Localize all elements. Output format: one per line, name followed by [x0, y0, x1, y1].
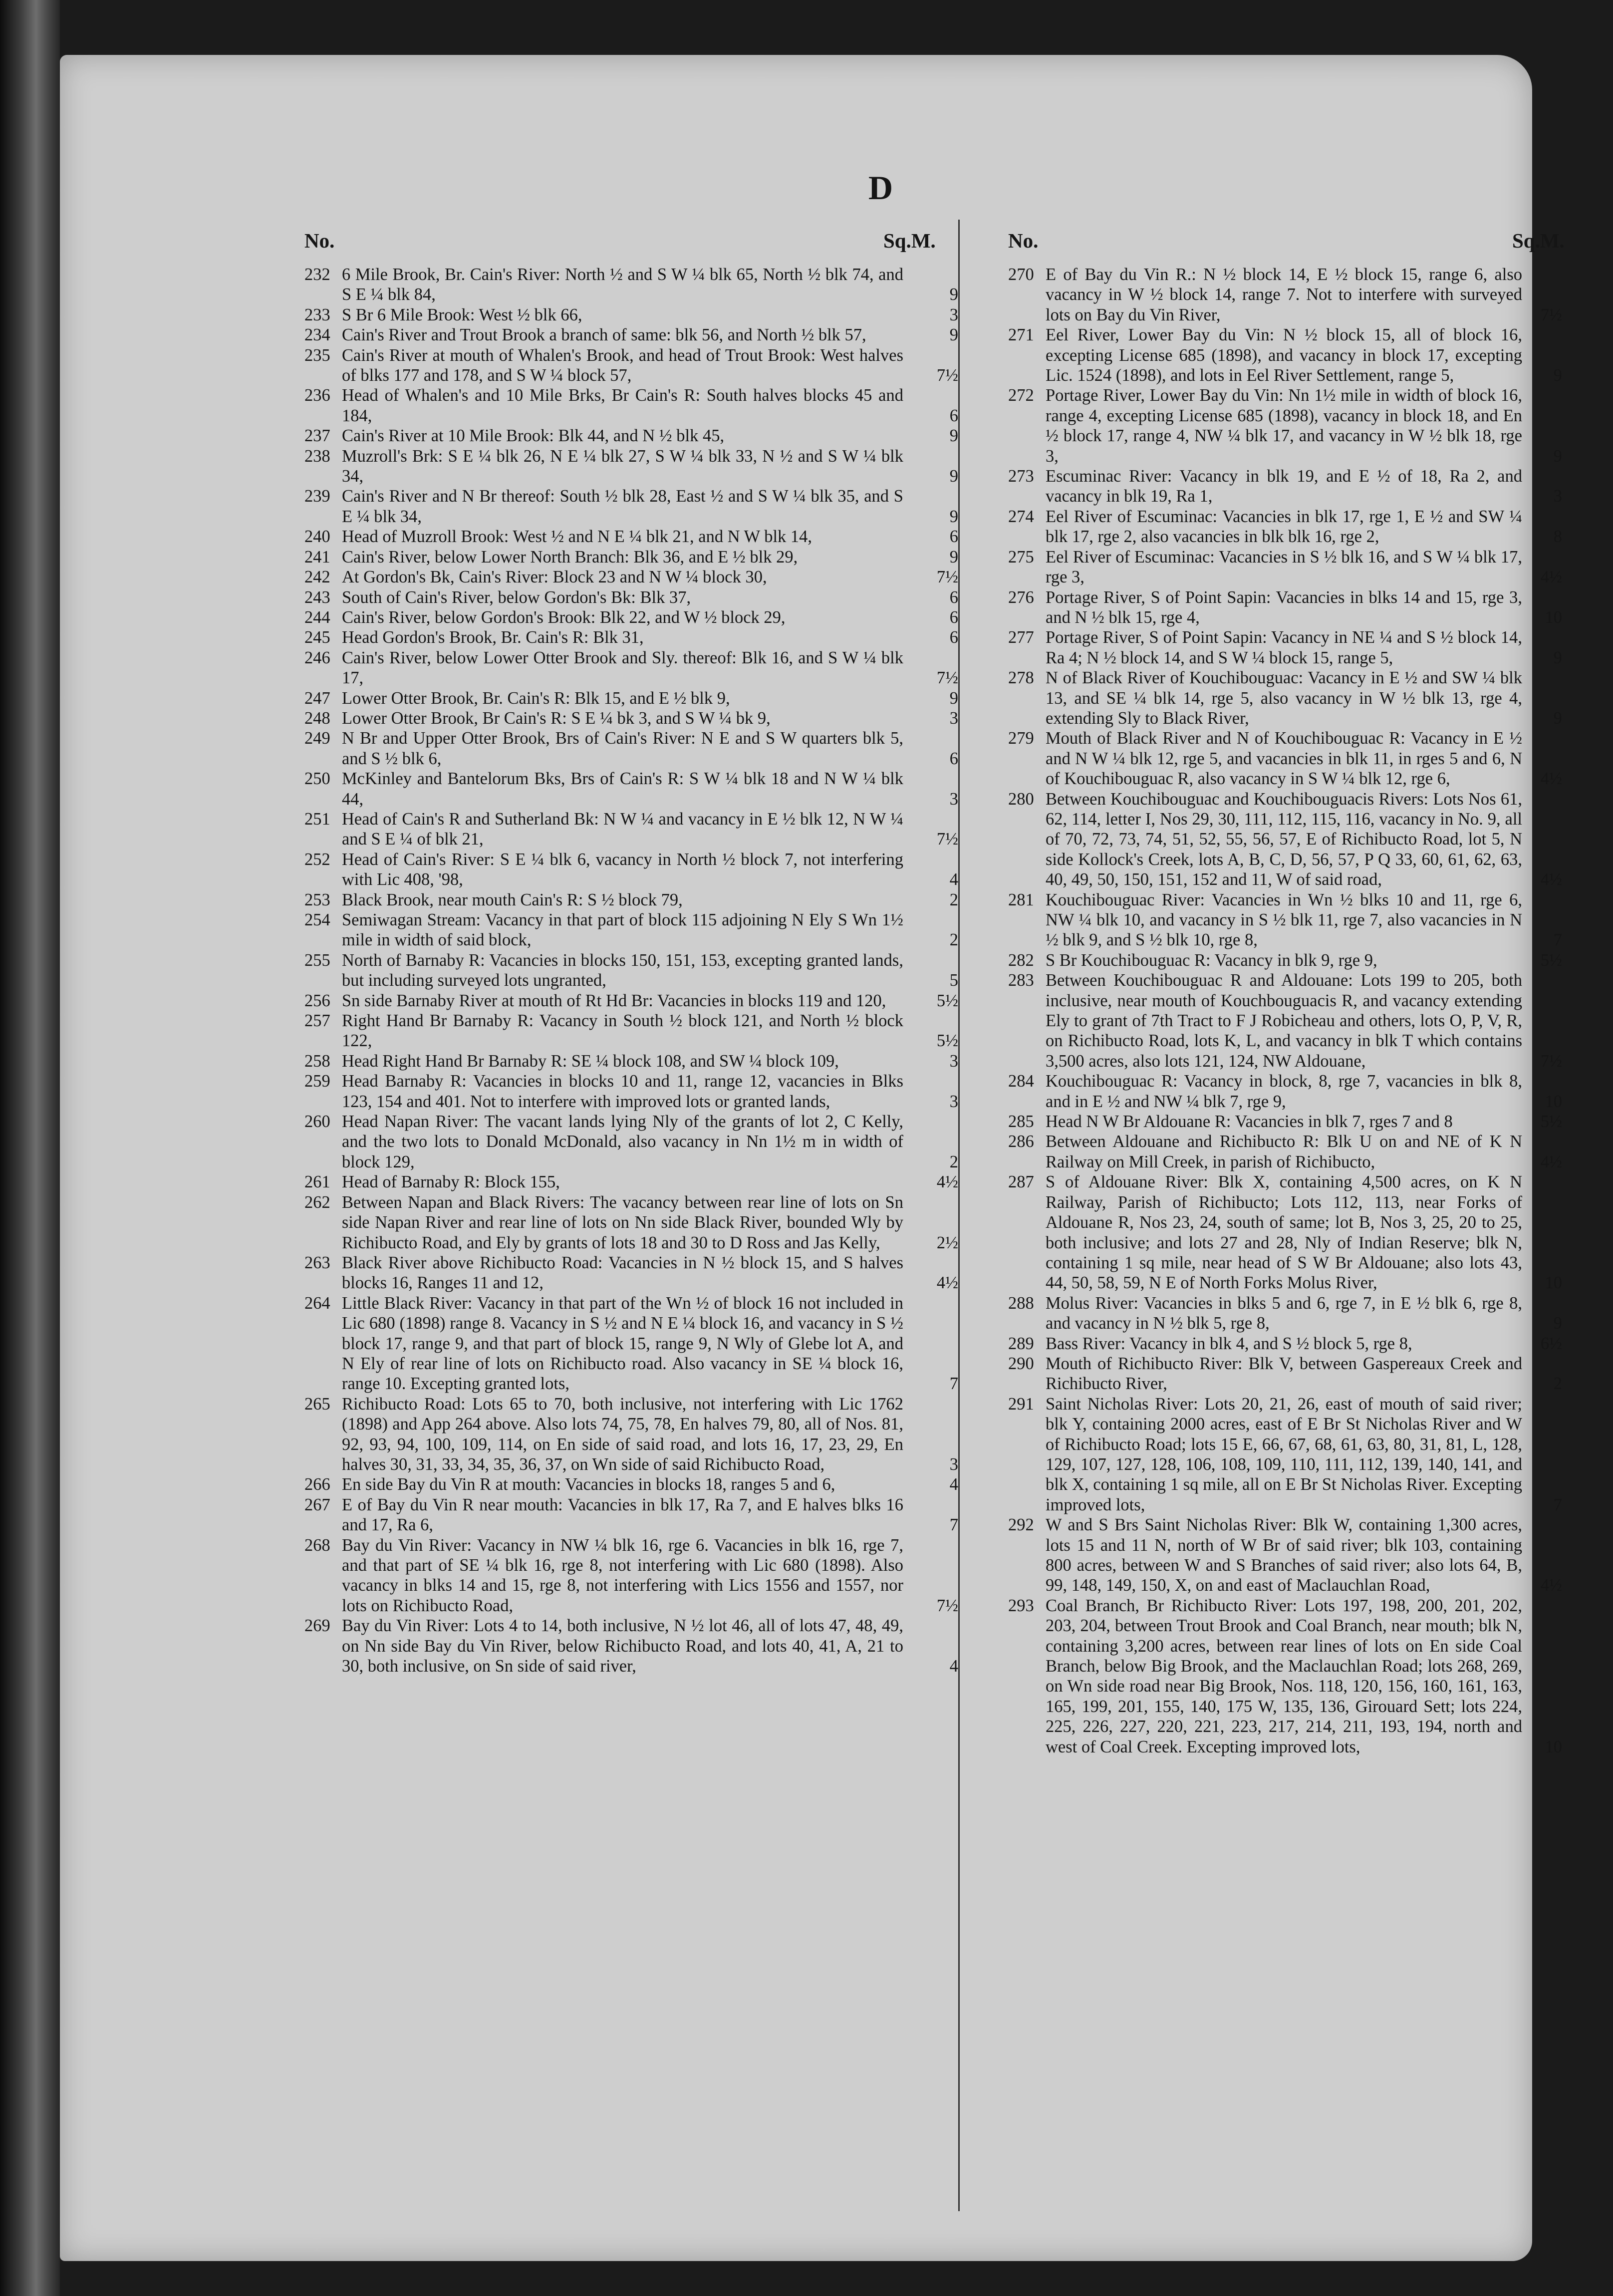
entry-number: 236	[304, 386, 330, 405]
entry-area: 2	[949, 890, 958, 909]
entry-area: 9	[1553, 708, 1562, 728]
list-item	[304, 1172, 958, 1192]
entry-number: 264	[304, 1293, 330, 1313]
entry-area: 5½	[936, 991, 958, 1010]
entry-area: 8	[1553, 527, 1562, 547]
entry-number: 268	[304, 1535, 330, 1555]
list-item	[1008, 1172, 1562, 1293]
list-item	[1008, 1071, 1562, 1112]
entry-number: 279	[1008, 729, 1034, 748]
column-header-no: No.	[1008, 229, 1039, 252]
entry-description: Head N W Br Aldouane R: Vacancies in blk 7, rges 7 and 8	[1046, 1112, 1453, 1132]
entry-number: 258	[304, 1051, 330, 1071]
entry-number: 269	[304, 1616, 330, 1636]
list-item	[1008, 1515, 1562, 1596]
list-item	[1008, 1596, 1562, 1757]
entry-description: Portage River, Lower Bay du Vin: Nn 1½ mile in width of block 16, range 4, excepting License 685 (1898), vacancy in block 18, and En ½ block 17, range 4, NW ¼ blk 17, and vacancy in W ½ blk 18, rge 3,	[1046, 386, 1522, 466]
entry-description: Lower Otter Brook, Br Cain's R: S E ¼ bk 3, and S W ¼ bk 9,	[342, 708, 771, 728]
entry-number: 276	[1008, 587, 1034, 607]
list-item	[304, 547, 958, 567]
list-item	[304, 809, 958, 850]
entry-number: 290	[1008, 1354, 1034, 1373]
entry-description: Cain's River, below Lower Otter Brook and Sly. thereof: Blk 16, and S W ¼ blk 17,	[342, 648, 903, 688]
entry-description: South of Cain's River, below Gordon's Bk: Blk 37,	[342, 587, 691, 607]
entry-number: 285	[1008, 1112, 1034, 1132]
entry-area: 6	[949, 527, 958, 547]
entry-description: S Br 6 Mile Brook: West ½ blk 66,	[342, 305, 582, 324]
entry-number: 235	[304, 345, 330, 365]
entry-description: Head of Cain's R and Sutherland Bk: N W ¼ and vacancy in E ½ blk 12, N W ¼ and S E ¼ of blk 21,	[342, 809, 903, 849]
list-item	[304, 1474, 958, 1494]
left-column	[304, 215, 958, 1676]
entry-number: 270	[1008, 265, 1034, 284]
entry-area: 3	[1553, 487, 1562, 506]
list-item	[304, 1535, 958, 1616]
entry-description: W and S Brs Saint Nicholas River: Blk W, containing 1,300 acres, lots 15 and 11 N, north of W Br of said river; blk 103, containing 800 acres, between W and S Branches of said river; also lots 64, B, 99, 148, 149, 150, X, on and east of Maclauchlan Road,	[1046, 1515, 1522, 1595]
entry-area: 2	[1553, 1374, 1562, 1394]
entry-description: Cain's River and N Br thereof: South ½ blk 28, East ½ and S W ¼ blk 35, and S E ¼ blk 34,	[342, 487, 903, 526]
entry-number: 232	[304, 265, 330, 284]
entry-description: Cain's River, below Lower North Branch: Blk 36, and E ½ blk 29,	[342, 547, 798, 567]
list-item	[304, 345, 958, 386]
list-item	[1008, 587, 1562, 628]
entry-area: 2	[949, 1152, 958, 1171]
entry-area: 4	[949, 870, 958, 889]
entry-description: S of Aldouane River: Blk X, containing 4,500 acres, on K N Railway, Parish of Richibucto; Lots 112, 113, near Forks of Aldouane R, Nos 23, 24, south of same; lot B, Nos 3, 25, 20 to 25, both inclusive; and lots 27 and 28, Nly of Indian Reserve; blk N, containing 1 sq mile, near head of S W Br Aldouane; also lots 43, 44, 50, 58, 59, N E of North Forks Molus River,	[1046, 1172, 1522, 1293]
entry-area: 5	[949, 971, 958, 990]
entry-number: 262	[304, 1192, 330, 1212]
entry-description: Head Gordon's Brook, Br. Cain's R: Blk 31,	[342, 628, 644, 647]
entry-number: 240	[304, 527, 330, 547]
entry-area: 4½	[936, 1273, 958, 1293]
entry-number: 281	[1008, 890, 1034, 909]
entry-number: 280	[1008, 789, 1034, 809]
entry-description: Black River above Richibucto Road: Vacancies in N ½ block 15, and S halves blocks 16, Ranges 11 and 12,	[342, 1253, 903, 1293]
entry-number: 267	[304, 1495, 330, 1514]
entry-description: Between Aldouane and Richibucto R: Blk U on and NE of K N Railway on Mill Creek, in parish of Richibucto,	[1046, 1132, 1522, 1171]
entry-number: 241	[304, 547, 330, 567]
entry-area: 2½	[936, 1233, 958, 1252]
list-item	[304, 910, 958, 950]
entry-number: 248	[304, 708, 330, 728]
entry-description: Little Black River: Vacancy in that part of the Wn ½ of block 16 not included in Lic 680 (1898) range 8. Vacancy in S ½ and N E ¼ block 16, and vacancy in S ½ block 17, range 9, and that part of block 15, range 9, N Wly of Glebe lot A, and N Ely of rear line of lots on Richibucto road. Also vacancy in SE ¼ block 16, range 10. Excepting granted lots,	[342, 1293, 903, 1394]
list-item	[304, 991, 958, 1011]
entry-area: 9	[949, 285, 958, 304]
entry-number: 253	[304, 890, 330, 909]
entry-area: 3	[949, 1454, 958, 1474]
entry-number: 292	[1008, 1515, 1034, 1535]
entry-area: 7½	[1540, 1051, 1562, 1071]
entry-area: 10	[1545, 1092, 1562, 1111]
list-item	[1008, 1293, 1562, 1334]
right-column-header	[1008, 215, 1565, 265]
entry-number: 291	[1008, 1394, 1034, 1414]
entry-description: Mouth of Richibucto River: Blk V, between Gaspereaux Creek and Richibucto River,	[1046, 1354, 1522, 1394]
entry-number: 266	[304, 1475, 330, 1494]
entry-area: 6	[949, 607, 958, 627]
entry-description: E of Bay du Vin R near mouth: Vacancies in blk 17, Ra 7, and E halves blks 16 and 17, Ra 6,	[342, 1495, 903, 1535]
entry-description: Molus River: Vacancies in blks 5 and 6, rge 7, in E ½ blk 6, rge 8, and vacancy in N ½ blk 5, rge 8,	[1046, 1293, 1522, 1333]
entry-description: Lower Otter Brook, Br. Cain's R: Blk 15, and E ½ blk 9,	[342, 688, 730, 708]
column-header-sqm: Sq.M.	[883, 229, 936, 252]
list-item	[1008, 890, 1562, 950]
list-item	[1008, 507, 1562, 547]
entry-description: Mouth of Black River and N of Kouchibouguac R: Vacancy in E ½ and N W ¼ blk 12, rge 5, and vacancies in blk 11, in rges 5 and 6, N of Kouchibouguac R, also vacancy in S W ¼ blk 12, rge 6,	[1046, 729, 1522, 789]
list-item	[304, 769, 958, 809]
entry-area: 6	[949, 406, 958, 425]
list-item	[304, 708, 958, 728]
entry-description: Sn side Barnaby River at mouth of Rt Hd Br: Vacancies in blocks 119 and 120,	[342, 991, 886, 1010]
entry-area: 7½	[936, 668, 958, 688]
entry-number: 260	[304, 1112, 330, 1132]
entry-description: Saint Nicholas River: Lots 20, 21, 26, east of mouth of said river; blk Y, containing 2000 acres, east of E Br St Nicholas River and W of Richibucto Road; lots 15 E, 66, 67, 68, 61, 63, 80, 31, 81, L, 128, 129, 107, 127, 128, 106, 108, 109, 110, 111, 112, 139, 140, 141, and blk X, containing 1 sq mile, all on E Br St Nicholas River. Excepting improved lots,	[1046, 1394, 1522, 1514]
list-item	[1008, 627, 1562, 668]
list-item	[304, 486, 958, 527]
entry-description: Eel River of Escuminac: Vacancies in S ½ blk 16, and S W ¼ blk 17, rge 3,	[1046, 547, 1522, 587]
entry-number: 277	[1008, 628, 1034, 647]
entry-number: 249	[304, 729, 330, 748]
list-item	[304, 728, 958, 769]
entry-description: N Br and Upper Otter Brook, Brs of Cain's River: N E and S W quarters blk 5, and S ½ blk 6,	[342, 729, 903, 768]
entry-number: 265	[304, 1394, 330, 1414]
entry-area: 6	[949, 587, 958, 607]
right-column	[1008, 215, 1565, 1757]
entry-area: 9	[949, 426, 958, 446]
entry-area: 7½	[936, 366, 958, 385]
entry-area: 9	[1553, 366, 1562, 385]
left-column-header	[304, 215, 958, 265]
entry-description: Head Napan River: The vacant lands lying Nly of the grants of lot 2, C Kelly, and the two lots to Donald McDonald, also vacancy in Nn 1½ m in width of block 129,	[342, 1112, 903, 1171]
entry-number: 252	[304, 850, 330, 869]
entry-description: Bay du Vin River: Lots 4 to 14, both inclusive, N ½ lot 46, all of lots 47, 48, 49, on Nn side Bay du Vin River, below Richibucto Road, and lots 40, 41, A, 21 to 30, both inclusive, on Sn side of said river,	[342, 1616, 903, 1676]
entry-number: 288	[1008, 1293, 1034, 1313]
entry-number: 246	[304, 648, 330, 667]
entry-description: Bass River: Vacancy in blk 4, and S ½ block 5, rge 8,	[1046, 1334, 1412, 1353]
list-item	[304, 890, 958, 910]
entry-number: 247	[304, 688, 330, 708]
entry-area: 4½	[1540, 568, 1562, 587]
entry-area: 4½	[1540, 769, 1562, 789]
entry-area: 5½	[936, 1031, 958, 1051]
entry-area: 10	[1545, 607, 1562, 627]
list-item	[1008, 789, 1562, 890]
entry-description: Between Kouchibouguac R and Aldouane: Lots 199 to 205, both inclusive, near mouth of Kouchbouguacis R, and vacancy extending Ely to grant of 7th Tract to F J Robicheau and others, lots O, P, V, R, on Richibucto Road, lots K, L, and vacancy in blk T which contains 3,500 acres, also lots 121, 124, NW Aldouane,	[1046, 971, 1522, 1071]
list-item	[304, 627, 958, 647]
entry-area: 7½	[936, 830, 958, 849]
entry-area: 4	[949, 1475, 958, 1494]
list-item	[304, 1495, 958, 1535]
entry-description: Richibucto Road: Lots 65 to 70, both inclusive, not interfering with Lic 1762 (1898) and App 264 above. Also lots 74, 75, 78, En halves 79, 80, all of Nos. 81, 92, 93, 94, 100, 109, 114, on En side of said road, and lots 16, 17, 23, 29, En halves 30, 31, 33, 34, 35, 36, 37, on Wn side of said Richibucto Road,	[342, 1394, 903, 1474]
entry-number: 261	[304, 1172, 330, 1192]
entry-number: 283	[1008, 971, 1034, 990]
list-item	[304, 426, 958, 446]
book-spine-edge	[0, 0, 60, 2296]
entry-number: 274	[1008, 507, 1034, 526]
entry-description: Head of Cain's River: S E ¼ blk 6, vacancy in North ½ block 7, not interfering with Lic 408, '98,	[342, 850, 903, 889]
entry-description: Head of Whalen's and 10 Mile Brks, Br Cain's R: South halves blocks 45 and 184,	[342, 386, 903, 425]
entry-description: Semiwagan Stream: Vacancy in that part of block 115 adjoining N Ely S Wn 1½ mile in width of said block,	[342, 910, 903, 950]
entry-area: 3	[949, 708, 958, 728]
entry-description: Cain's River, below Gordon's Brook: Blk 22, and W ½ block 29,	[342, 607, 786, 627]
list-item	[1008, 728, 1562, 789]
entry-number: 237	[304, 426, 330, 446]
list-item	[304, 325, 958, 345]
list-item	[304, 950, 958, 991]
entry-number: 257	[304, 1011, 330, 1031]
entry-description: Head of Barnaby R: Block 155,	[342, 1172, 560, 1192]
list-item	[304, 648, 958, 688]
list-item	[1008, 325, 1562, 385]
entry-description: S Br Kouchibouguac R: Vacancy in blk 9, rge 9,	[1046, 950, 1377, 970]
list-item	[304, 1293, 958, 1394]
entry-area: 7	[1553, 1495, 1562, 1514]
entry-area: 4½	[1540, 870, 1562, 889]
entry-area: 5½	[1540, 950, 1562, 970]
entry-area: 7½	[936, 568, 958, 587]
entry-number: 242	[304, 568, 330, 587]
list-item	[304, 688, 958, 708]
list-item	[304, 587, 958, 607]
entry-number: 238	[304, 446, 330, 466]
list-item	[1008, 1334, 1562, 1354]
entry-area: 7	[949, 1374, 958, 1394]
entry-number: 254	[304, 910, 330, 929]
entry-description: McKinley and Bantelorum Bks, Brs of Cain's R: S W ¼ blk 18 and N W ¼ blk 44,	[342, 769, 903, 809]
entry-number: 239	[304, 487, 330, 506]
entry-description: Head Barnaby R: Vacancies in blocks 10 and 11, range 12, vacancies in Blks 123, 154 and 401. Not to interfere with improved lots or granted lands,	[342, 1072, 903, 1111]
entry-area: 3	[949, 305, 958, 324]
list-item	[1008, 265, 1562, 325]
list-item	[304, 265, 958, 305]
entry-description: Muzroll's Brk: S E ¼ blk 26, N E ¼ blk 27, S W ¼ blk 33, N ½ and S W ¼ blk 34,	[342, 446, 903, 486]
entry-number: 271	[1008, 325, 1034, 345]
list-item	[1008, 466, 1562, 507]
entry-description: En side Bay du Vin R at mouth: Vacancies in blocks 18, ranges 5 and 6,	[342, 1475, 835, 1494]
list-item	[304, 1192, 958, 1253]
entry-description: At Gordon's Bk, Cain's River: Block 23 and N W ¼ block 30,	[342, 568, 767, 587]
column-divider	[958, 220, 960, 2211]
entry-area: 9	[949, 325, 958, 345]
list-item	[1008, 1132, 1562, 1172]
entry-area: 3	[949, 789, 958, 809]
entry-area: 5½	[1540, 1112, 1562, 1132]
list-item	[1008, 1394, 1562, 1515]
entry-description: Eel River, Lower Bay du Vin: N ½ block 15, all of block 16, excepting License 685 (1898), and vacancy in block 17, excepting Lic. 1524 (1898), and lots in Eel River Settlement, range 5,	[1046, 325, 1522, 385]
entry-number: 273	[1008, 467, 1034, 486]
entry-number: 233	[304, 305, 330, 324]
entry-number: 272	[1008, 386, 1034, 405]
entry-area: 2	[949, 930, 958, 950]
entry-number: 234	[304, 325, 330, 345]
entry-description: Between Napan and Black Rivers: The vacancy between rear line of lots on Sn side Napan River and rear line of lots on Nn side Black River, bounded Wly by Richibucto Road, and Ely by grants of lots 18 and 30 to D Ross and Jas Kelly,	[342, 1192, 903, 1252]
entry-area: 7½	[1540, 305, 1562, 324]
entry-area: 9	[949, 688, 958, 708]
list-item	[1008, 668, 1562, 728]
list-item	[1008, 950, 1562, 970]
left-entries	[304, 265, 958, 1676]
entry-description: Right Hand Br Barnaby R: Vacancy in South ½ block 121, and North ½ block 122,	[342, 1011, 903, 1051]
entry-number: 255	[304, 950, 330, 970]
list-item	[304, 1071, 958, 1112]
document-page	[60, 55, 1565, 2261]
entry-number: 251	[304, 809, 330, 829]
entry-description: Cain's River at mouth of Whalen's Brook, and head of Trout Brook: West halves of blks 177 and 178, and S W ¼ block 57,	[342, 345, 903, 385]
list-item	[304, 527, 958, 547]
entry-description: N of Black River of Kouchibouguac: Vacancy in E ½ and SW ¼ blk 13, and SE ¼ blk 14, rge 5, also vacancy in W ½ blk 13, rge 4, extending Sly to Black River,	[1046, 668, 1522, 728]
entry-area: 4½	[936, 1172, 958, 1192]
entry-area: 9	[1553, 648, 1562, 667]
entry-description: Head Right Hand Br Barnaby R: SE ¼ block 108, and SW ¼ block 109,	[342, 1051, 839, 1071]
entry-area: 7½	[936, 1596, 958, 1615]
list-item	[1008, 1354, 1562, 1394]
entry-area: 6	[949, 628, 958, 647]
entry-number: 256	[304, 991, 330, 1010]
entry-description: Cain's River at 10 Mile Brook: Blk 44, and N ½ blk 45,	[342, 426, 725, 446]
entry-description: Cain's River and Trout Brook a branch of same: blk 56, and North ½ blk 57,	[342, 325, 866, 345]
list-item	[1008, 1112, 1562, 1132]
entry-number: 293	[1008, 1596, 1034, 1615]
list-item	[304, 607, 958, 627]
entry-description: Escuminac River: Vacancy in blk 19, and E ½ of 18, Ra 2, and vacancy in blk 19, Ra 1,	[1046, 467, 1522, 506]
entry-area: 6½	[1540, 1334, 1562, 1353]
entry-number: 275	[1008, 547, 1034, 567]
entry-description: Kouchibouguac River: Vacancies in Wn ½ blks 10 and 11, rge 6, NW ¼ blk 10, and vacancy in S ½ blk 11, rge 7, also vacancies in N ½ blk 9, and S ½ blk 10, rge 8,	[1046, 890, 1522, 950]
entry-area: 10	[1545, 1273, 1562, 1293]
list-item	[304, 1112, 958, 1172]
list-item	[304, 446, 958, 487]
list-item	[304, 385, 958, 426]
list-item	[1008, 385, 1562, 466]
entry-description: Portage River, S of Point Sapin: Vacancy in NE ¼ and S ½ block 14, Ra 4; N ½ block 14, and S W ¼ block 15, range 5,	[1046, 628, 1522, 667]
entry-area: 4½	[1540, 1152, 1562, 1171]
entry-area: 6	[949, 749, 958, 768]
list-item	[1008, 547, 1562, 587]
entry-description: Kouchibouguac R: Vacancy in block, 8, rge 7, vacancies in blk 8, and in E ½ and NW ¼ blk 7, rge 9,	[1046, 1072, 1522, 1111]
sheet-letter: D	[868, 169, 893, 207]
entry-area: 7	[1553, 930, 1562, 950]
right-entries	[1008, 265, 1562, 1757]
entry-area: 9	[949, 507, 958, 526]
entry-description: Black Brook, near mouth Cain's R: S ½ block 79,	[342, 890, 683, 909]
entry-description: E of Bay du Vin R.: N ½ block 14, E ½ block 15, range 6, also vacancy in W ½ block 14, range 7. Not to interfere with surveyed lots on Bay du Vin River,	[1046, 265, 1522, 324]
entry-description: Portage River, S of Point Sapin: Vacancies in blks 14 and 15, rge 3, and N ½ blk 15, rge 4,	[1046, 587, 1522, 627]
entry-description: Coal Branch, Br Richibucto River: Lots 197, 198, 200, 201, 202, 203, 204, between Trout Brook and Coal Branch, near mouth; blk N, containing 3,200 acres, between rear lines of lots on En side Coal Branch, below Big Brook, and the Maclauchlan Road; lots 268, 269, on Wn side road near Big Brook, Nos. 118, 120, 156, 160, 161, 163, 165, 199, 201, 155, 140, 175 W, 135, 136, Girouard Sett; lots 224, 225, 226, 227, 220, 221, 223, 217, 214, 211, 193, 194, north and west of Coal Creek. Excepting improved lots,	[1046, 1596, 1522, 1756]
entry-description: Bay du Vin River: Vacancy in NW ¼ blk 16, rge 6. Vacancies in blk 16, rge 7, and that part of SE ¼ blk 16, rge 8, not interfering with Lic 680 (1898). Also vacancy in blks 14 and 15, rge 8, not interfering with Lics 1556 and 1557, nor lots on Richibucto Road,	[342, 1535, 903, 1615]
list-item	[304, 850, 958, 890]
entry-number: 278	[1008, 668, 1034, 688]
column-header-no: No.	[304, 229, 335, 252]
column-header-sqm: Sq.M.	[1512, 229, 1565, 252]
entry-area: 4	[949, 1657, 958, 1676]
entry-number: 259	[304, 1072, 330, 1091]
entry-area: 3	[949, 1092, 958, 1111]
entry-area: 9	[949, 467, 958, 486]
entry-description: Eel River of Escuminac: Vacancies in blk 17, rge 1, E ½ and SW ¼ blk 17, rge 2, also vacancies in blk blk 16, rge 2,	[1046, 507, 1522, 547]
entry-number: 263	[304, 1253, 330, 1272]
entry-number: 244	[304, 607, 330, 627]
list-item	[1008, 970, 1562, 1071]
entry-number: 250	[304, 769, 330, 789]
entry-area: 9	[1553, 1314, 1562, 1333]
entry-number: 245	[304, 628, 330, 647]
entry-description: 6 Mile Brook, Br. Cain's River: North ½ and S W ¼ blk 65, North ½ blk 74, and S E ¼ blk 84,	[342, 265, 903, 304]
list-item	[304, 1616, 958, 1676]
entry-description: Head of Muzroll Brook: West ½ and N E ¼ blk 21, and N W blk 14,	[342, 527, 812, 547]
list-item	[304, 1253, 958, 1293]
list-item	[304, 1394, 958, 1475]
entry-area: 10	[1545, 1737, 1562, 1756]
entry-area: 9	[1553, 446, 1562, 466]
entry-number: 282	[1008, 950, 1034, 970]
entry-description: Between Kouchibouguac and Kouchibouguacis Rivers: Lots Nos 61, 62, 114, letter I, Nos 29, 30, 111, 112, 115, 116, vacancy in No. 9, all of 70, 72, 73, 74, 51, 52, 55, 56, 57, E of Richibucto Road, lot 5, N side Kollock's Creek, lots A, B, C, D, 56, 57, P Q 33, 60, 61, 62, 63, 40, 49, 50, 150, 151, 152 and 11, W of said road,	[1046, 789, 1522, 889]
list-item	[304, 305, 958, 325]
entry-number: 289	[1008, 1334, 1034, 1353]
entry-number: 243	[304, 587, 330, 607]
entry-area: 3	[949, 1051, 958, 1071]
entry-description: North of Barnaby R: Vacancies in blocks 150, 151, 153, excepting granted lands, but including surveyed lots ungranted,	[342, 950, 903, 990]
entry-number: 287	[1008, 1172, 1034, 1192]
entry-area: 9	[949, 547, 958, 567]
list-item	[304, 567, 958, 587]
list-item	[304, 1011, 958, 1051]
entry-number: 284	[1008, 1072, 1034, 1091]
entry-area: 7	[949, 1515, 958, 1535]
list-item	[304, 1051, 958, 1071]
entry-area: 4½	[1540, 1576, 1562, 1595]
entry-number: 286	[1008, 1132, 1034, 1151]
